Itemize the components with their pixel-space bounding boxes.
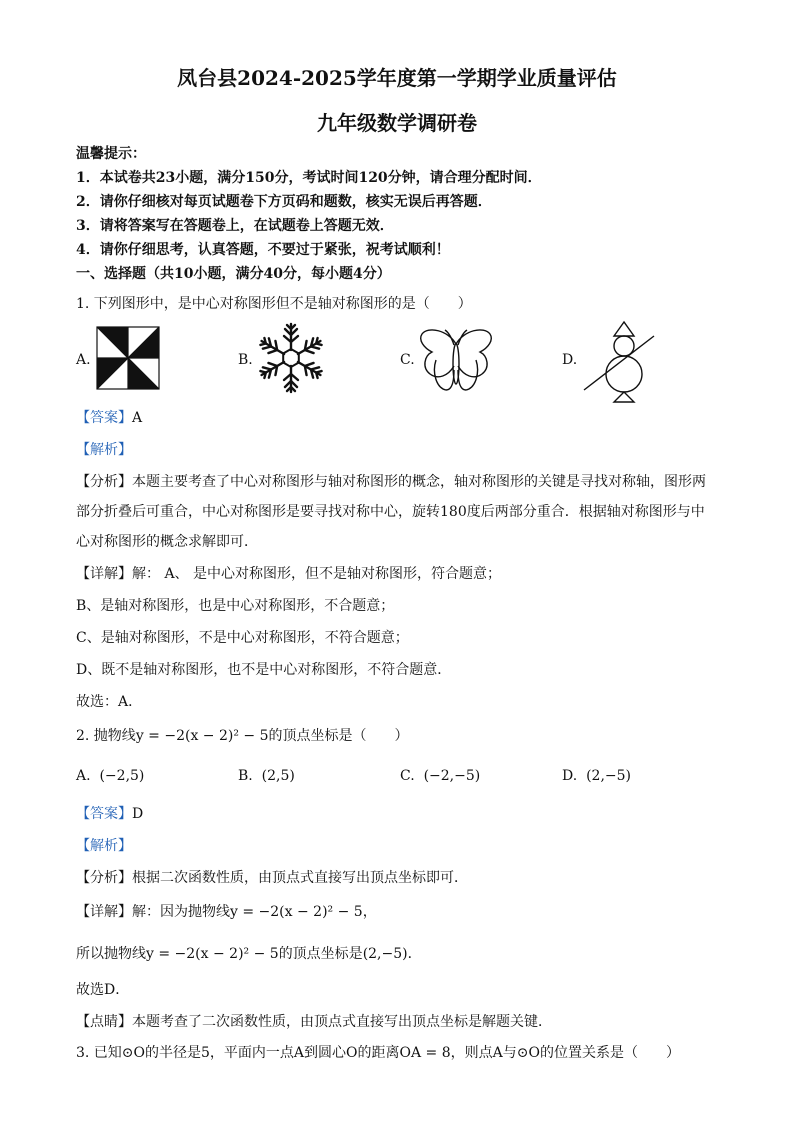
option-value: (−2,−5) xyxy=(423,768,481,784)
dianjing-line xyxy=(76,1012,552,1032)
fenxi-text: 心对称图形的概念求解即可． xyxy=(76,534,258,550)
option-value: (2,−5) xyxy=(586,768,632,784)
stem-suffix: 的顶点坐标是（ ） xyxy=(268,728,409,744)
option-label: A. xyxy=(76,352,91,368)
option-label: B. xyxy=(238,768,253,784)
exam-subtitle: 九年级数学调研卷 xyxy=(317,111,477,135)
xiangjie-tag: 【详解】 xyxy=(76,904,132,920)
butterfly-figure xyxy=(418,326,494,396)
option-label: C. xyxy=(400,768,415,784)
formula: y = −2(x − 2)² − 5 xyxy=(230,904,363,920)
option-value: (2,5) xyxy=(261,768,295,784)
answer-value: D xyxy=(132,806,144,822)
stem-prefix: 2. 抛物线 xyxy=(76,728,136,744)
xiangjie-tag: 【详解】 xyxy=(76,566,132,582)
notice-item: 2．请你仔细核对每页试题卷下方页码和题数，核实无误后再答题． xyxy=(76,194,492,210)
detail-text: 所以抛物线 xyxy=(76,946,146,962)
option-value: (−2,5) xyxy=(99,768,145,784)
detail-text: B、是轴对称图形，也是中心对称图形，不合题意； xyxy=(76,598,395,614)
formula: y = −2(x − 2)² − 5 xyxy=(146,946,279,962)
option-label: A. xyxy=(76,768,91,784)
option-c xyxy=(400,768,480,784)
fenxi-line xyxy=(76,472,706,492)
fenxi-text: 本题主要考查了中心对称图形与轴对称图形的概念，轴对称图形的关键是寻找对称轴，图形两 xyxy=(132,474,706,490)
option-label: C. xyxy=(400,352,415,368)
snowflake-figure xyxy=(255,322,327,394)
dianjing-tag: 【点睛】 xyxy=(76,1014,132,1030)
fenxi-tag: 【分析】 xyxy=(76,474,132,490)
notice-item: 1．本试卷共23小题，满分150分，考试时间120分钟，请合理分配时间． xyxy=(76,170,542,186)
section-heading: 一、选择题（共10小题，满分40分，每小题4分） xyxy=(76,266,391,282)
option-label: D. xyxy=(562,768,578,784)
question-3-stem: 3. 已知⊙O的半径是5，平面内一点A到圆心O的距离OA = 8，则点A与⊙O的位置关系是（ ） xyxy=(76,1045,680,1061)
question-2-stem xyxy=(76,726,409,746)
answer-tag: 【答案】 xyxy=(76,806,132,822)
detail-line xyxy=(76,902,377,922)
dianjing-text: 本题考查了二次函数性质，由顶点式直接写出顶点坐标是解题关键． xyxy=(132,1014,552,1030)
detail-text: D、既不是轴对称图形，也不是中心对称图形，不符合题意． xyxy=(76,662,452,678)
choose-text: 故选D． xyxy=(76,982,130,998)
analysis-tag: 【解析】 xyxy=(76,442,132,458)
fenxi-tag: 【分析】 xyxy=(76,870,132,886)
pinwheel-figure xyxy=(95,325,161,391)
fenxi-text: 部分折叠后可重合，中心对称图形是要寻找对称中心，旋转180度后两部分重合．根据轴对称图形与中 xyxy=(76,504,705,520)
vertex-point: (2,−5) xyxy=(362,946,408,962)
detail-text: 的顶点坐标是 xyxy=(278,946,363,962)
fenxi-text: 根据二次函数性质，由顶点式直接写出顶点坐标即可． xyxy=(132,870,468,886)
option-label: D. xyxy=(562,352,578,368)
detail-line xyxy=(76,944,422,964)
analysis-tag: 【解析】 xyxy=(76,838,132,854)
answer-tag: 【答案】 xyxy=(76,410,132,426)
option-d xyxy=(562,768,631,784)
detail-text: ． xyxy=(407,946,422,962)
option-a xyxy=(76,768,144,784)
detail-text: 解：因为抛物线 xyxy=(132,904,230,920)
notice-item: 4．请你仔细思考，认真答题，不要过于紧张，祝考试顺利！ xyxy=(76,242,450,258)
answer-line xyxy=(76,804,143,824)
answer-value: A xyxy=(132,410,143,426)
notice-heading: 温馨提示： xyxy=(76,146,146,162)
notice-item: 3．请将答案写在答题卷上，在试题卷上答题无效． xyxy=(76,218,394,234)
question-1-stem: 1. 下列图形中，是中心对称图形但不是轴对称图形的是（ ） xyxy=(76,296,472,312)
snowman-figure xyxy=(580,320,660,404)
formula: y = −2(x − 2)² − 5 xyxy=(135,728,269,744)
exam-title: 凤台县2024-2025学年度第一学期学业质量评估 xyxy=(177,66,617,90)
option-label: B. xyxy=(238,352,253,368)
detail-text: 解： A、 是中心对称图形，但不是轴对称图形，符合题意； xyxy=(132,566,502,582)
detail-text: C、是轴对称图形，不是中心对称图形，不符合题意； xyxy=(76,630,409,646)
detail-text: ， xyxy=(362,904,377,920)
detail-line xyxy=(76,564,501,584)
fenxi-line xyxy=(76,868,468,888)
choose-text: 故选：A． xyxy=(76,694,143,710)
option-b xyxy=(238,768,295,784)
answer-line xyxy=(76,408,142,428)
